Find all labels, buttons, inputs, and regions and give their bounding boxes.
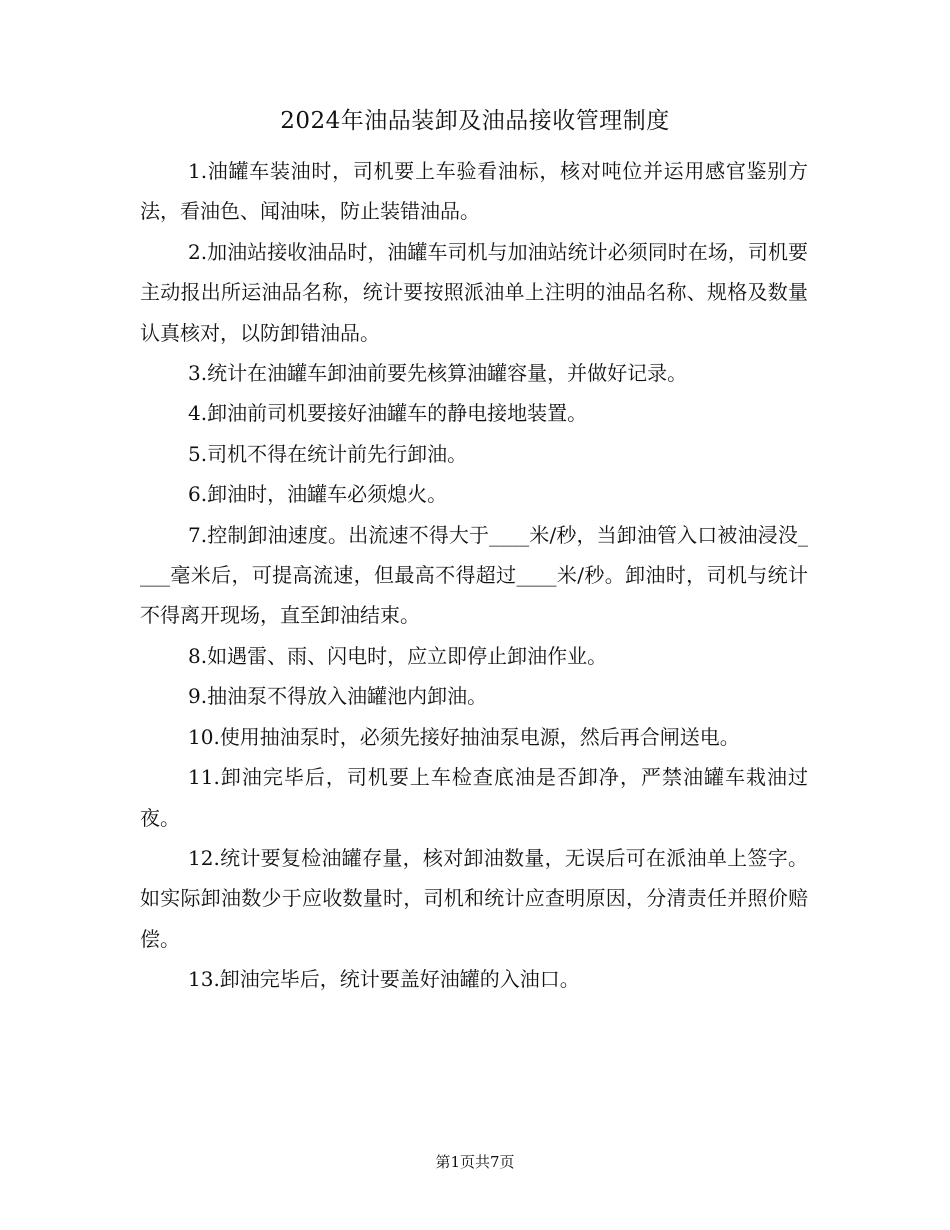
- paragraph-7: 7.控制卸油速度。出流速不得大于____米/秒，当卸油管入口被油浸没____毫米后，可提高流速，但最高不得超过____米/秒。卸油时，司机与统计不得离开现场，直至卸油结束。: [140, 522, 808, 628]
- paragraph-3: 3.统计在油罐车卸油前要先核算油罐容量，并做好记录。: [188, 361, 688, 386]
- paragraph-9: 9.抽油泵不得放入油罐池内卸油。: [188, 684, 488, 709]
- paragraph-13: 13.卸油完毕后，统计要盖好油罐的入油口。: [188, 967, 580, 992]
- paragraph-4: 4.卸油前司机要接好油罐车的静电接地装置。: [188, 401, 588, 426]
- paragraph-1: 1.油罐车装油时，司机要上车验看油标，核对吨位并运用感官鉴别方法，看油色、闻油味，防止装错油品。: [140, 159, 808, 224]
- paragraph-8: 8.如遇雷、雨、闪电时，应立即停止卸油作业。: [188, 643, 608, 668]
- paragraph-11: 11.卸油完毕后，司机要上车检查底油是否卸净，严禁油罐车栽油过夜。: [140, 765, 808, 830]
- paragraph-2: 2.加油站接收油品时，油罐车司机与加油站统计必须同时在场，司机要主动报出所运油品名称，统计要按照派油单上注明的油品名称、规格及数量认真核对，以防卸错油品。: [140, 239, 808, 345]
- paragraph-12: 12.统计要复检油罐存量，核对卸油数量，无误后可在派油单上签字。如实际卸油数少于应收数量时，司机和统计应查明原因，分清责任并照价赔偿。: [140, 845, 808, 951]
- paragraph-6: 6.卸油时，油罐车必须熄火。: [188, 482, 448, 507]
- document-body: [140, 151, 808, 1000]
- paragraph-10: 10.使用抽油泵时，必须先接好抽油泵电源，然后再合闸送电。: [188, 724, 740, 749]
- page-number-footer: 第1页共7页: [435, 1153, 515, 1171]
- document-title: 2024年油品装卸及油品接收管理制度: [280, 108, 670, 134]
- paragraph-5: 5.司机不得在统计前先行卸油。: [188, 441, 468, 466]
